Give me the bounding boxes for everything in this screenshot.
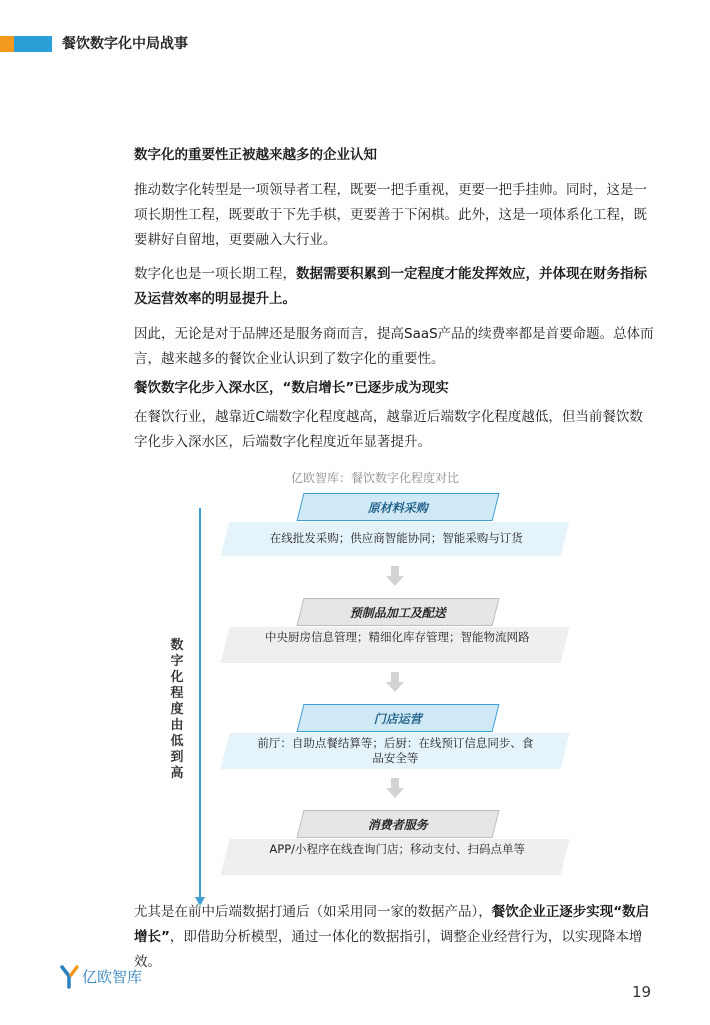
logo-text: 亿欧智库 [82,968,143,986]
stage-name-prefab: 预制品加工及配送 [349,606,446,620]
paragraph-closing-plain-1: 尤其是在前中后端数据打通后（如采用同一家的数据产品）， [134,904,492,920]
stage-desc-box-store-operation [221,733,570,769]
section-heading-deep-water: 餐饮数字化步入深水区，“数启增长”已逐步成为现实 [134,380,449,396]
page-number: 19 [632,983,652,1001]
header-orange-bar [0,36,14,52]
stage-desc-store-operation: 前厅：自助点餐结算等；后厨：在线预订信息同步、食品安全等 [257,736,534,765]
paragraph-closing-plain-2: ，即借助分析模型，通过一体化的数据指引，调整企业经营行为，以实现降本增效。 [134,929,643,970]
header-blue-bar [14,36,52,52]
stage-desc-prefab: 中央厨房信息管理；精细化库存管理；智能物流网路 [264,630,530,644]
stage-desc-raw-material: 在线批发采购；供应商智能协同；智能采购与订货 [269,531,523,545]
paragraph-closing-bold: 餐饮企业正逐步实现“数启增长” [134,904,650,945]
diagram-title: 亿欧智库：餐饮数字化程度对比 [290,471,459,485]
paragraph-long-term-plain: 数字化也是一项长期工程， [134,266,296,282]
stage-tag-store-operation [297,704,500,732]
digitalization-comparison-diagram [160,470,590,880]
paragraph-saas: 因此，无论是对于品牌还是服务商而言，提高SaaS产品的续费率都是首要命题。总体而言，越来越多的餐饮企业认识到了数字化的重要性。 [134,326,654,367]
stage-name-raw-material: 原材料采购 [367,501,428,515]
flow-arrow-down-icon [386,672,404,694]
stage-tag-consumer-service [297,810,500,838]
stage-desc-box-prefab [221,627,570,663]
paragraph-long-term-bold: 数据需要积累到一定程度才能发挥效应，并体现在财务指标及运营效率的明显提升上。 [134,266,647,307]
axis-label: 数字化程度由低到高 [170,638,184,781]
paragraph-closing [134,900,654,975]
paragraph-long-term [134,262,654,312]
paragraph-catering-industry: 在餐饮行业，越靠近C端数字化程度越高，越靠近后端数字化程度越低，但当前餐饮数字化步入深水区，后端数字化程度近年显著提升。 [134,409,643,450]
paragraph-transformation: 推动数字化转型是一项领导者工程，既要一把手重视，更要一把手挂帅。同时，这是一项长期性工程，既要敢于下先手棋，更要善于下闲棋。此外，这是一项体系化工程，既要耕好自留地，更要融入大行业。 [134,182,647,248]
yiou-logo-icon [60,965,80,989]
digitalization-axis-line [199,508,201,900]
stage-desc-consumer-service: APP/小程序在线查询门店；移动支付、扫码点单等 [269,842,526,856]
stage-name-store-operation: 门店运营 [373,712,422,726]
stage-desc-box-consumer-service [221,839,570,875]
stage-name-consumer-service: 消费者服务 [367,818,428,832]
section-heading-importance: 数字化的重要性正被越来越多的企业认知 [134,147,377,163]
stage-desc-box-raw-material [221,522,569,556]
flow-arrow-down-icon [386,566,404,588]
header-title: 餐饮数字化中局战事 [62,36,188,52]
stage-tag-prefab [297,598,500,626]
stage-tag-raw-material [297,493,500,521]
flow-arrow-down-icon [386,778,404,800]
